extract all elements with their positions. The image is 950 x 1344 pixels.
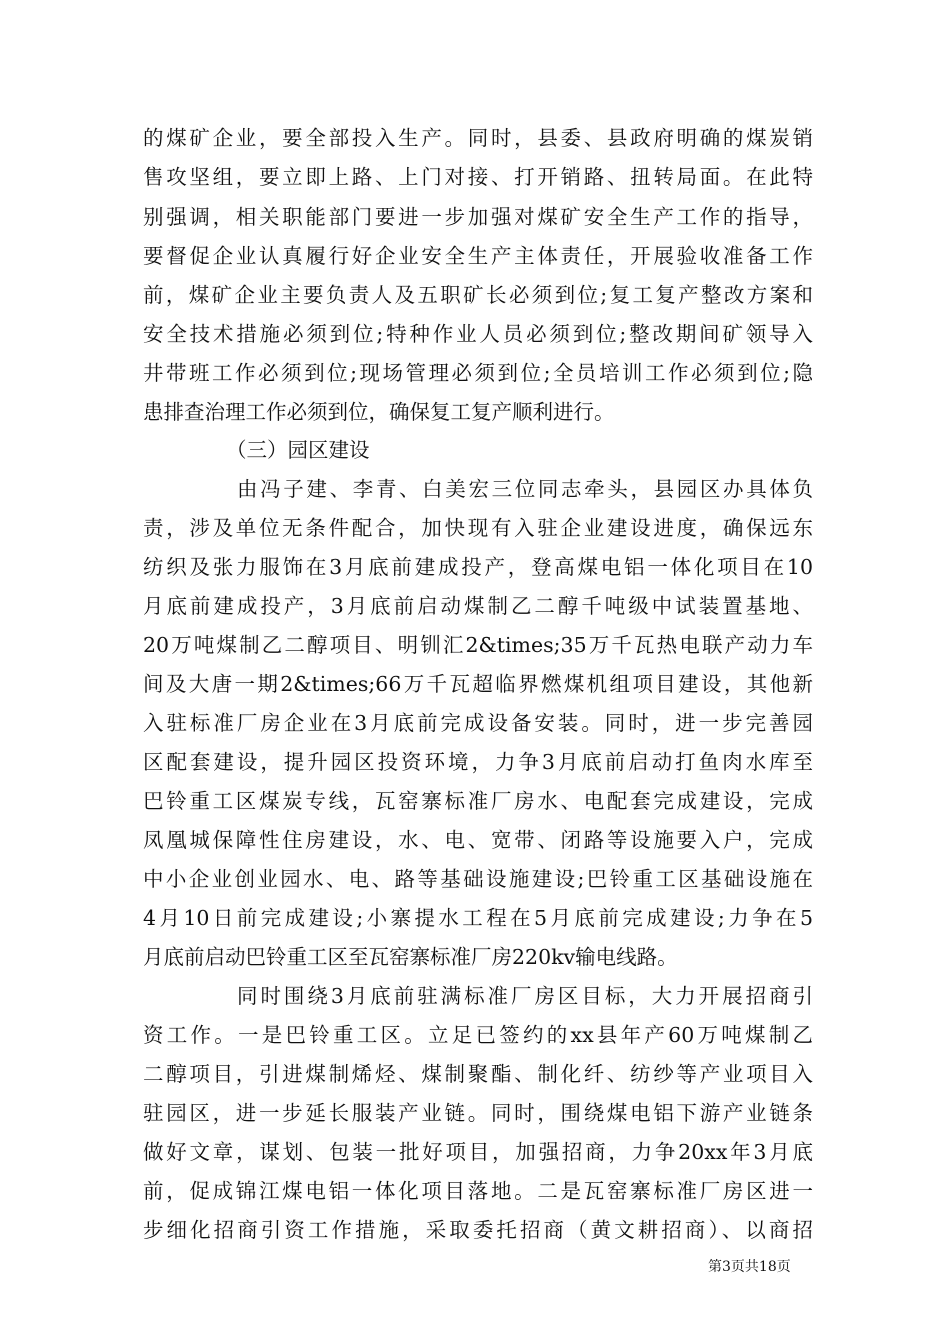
- body-line-20: 中小企业创业园水、电、路等基础设施建设;巴铃重工区基础设施在: [143, 867, 813, 891]
- page-footer: 第3页共18页: [708, 1259, 791, 1275]
- body-line-16: 入驻标准厂房企业在3月底前完成设备安装。同时，进一步完善园: [143, 711, 813, 735]
- body-line-27: 做好文章，谋划、包装一批好项目，加强招商，力争20xx年3月底: [143, 1140, 813, 1164]
- body-line-11: 责，涉及单位无条件配合，加快现有入驻企业建设进度，确保远东: [143, 516, 813, 540]
- body-line-25: 二醇项目，引进煤制烯烃、煤制聚酯、制化纤、纺纱等产业项目入: [143, 1062, 813, 1086]
- body-line-10: 由冯子建、李青、白美宏三位同志牵头，县园区办具体负: [237, 477, 813, 501]
- body-line-17: 区配套建设，提升园区投资环境，力争3月底前启动打鱼肉水库至: [143, 750, 813, 774]
- body-line-3: 别强调，相关职能部门要进一步加强对煤矿安全生产工作的指导，: [143, 205, 813, 229]
- body-line-21: 4月10日前完成建设;小寨提水工程在5月底前完成建设;力争在5: [143, 906, 813, 930]
- body-line-28: 前，促成锦江煤电铝一体化项目落地。二是瓦窑寨标准厂房区进一: [143, 1179, 813, 1203]
- body-line-22: 月底前启动巴铃重工区至瓦窑寨标准厂房220kv输电线路。: [143, 945, 678, 969]
- body-line-24: 资工作。一是巴铃重工区。立足已签约的xx县年产60万吨煤制乙: [143, 1023, 813, 1047]
- body-line-18: 巴铃重工区煤炭专线，瓦窑寨标准厂房水、电配套完成建设，完成: [143, 789, 813, 813]
- body-line-8: 患排查治理工作必须到位，确保复工复产顺利进行。: [143, 400, 615, 424]
- body-line-2: 售攻坚组，要立即上路、上门对接、打开销路、扭转局面。在此特: [143, 165, 813, 189]
- body-line-13: 月底前建成投产，3月底前启动煤制乙二醇千吨级中试装置基地、: [143, 594, 813, 618]
- body-line-7: 井带班工作必须到位;现场管理必须到位;全员培训工作必须到位;隐: [143, 361, 813, 385]
- section-heading: （三）园区建设: [226, 438, 370, 462]
- body-line-19: 凤凰城保障性住房建设，水、电、宽带、闭路等设施要入户，完成: [143, 828, 813, 852]
- body-line-5: 前，煤矿企业主要负责人及五职矿长必须到位;复工复产整改方案和: [143, 283, 813, 307]
- body-line-26: 驻园区，进一步延长服装产业链。同时，围绕煤电铝下游产业链条: [143, 1101, 813, 1125]
- body-line-6: 安全技术措施必须到位;特种作业人员必须到位;整改期间矿领导入: [143, 322, 813, 346]
- body-line-29: 步细化招商引资工作措施，采取委托招商（黄文耕招商）、以商招: [143, 1218, 813, 1242]
- body-line-1: 的煤矿企业，要全部投入生产。同时，县委、县政府明确的煤炭销: [143, 126, 813, 150]
- body-line-15: 间及大唐一期2&times;66万千瓦超临界燃煤机组项目建设，其他新: [143, 672, 813, 696]
- body-line-12: 纺织及张力服饰在3月底前建成投产，登高煤电铝一体化项目在10: [143, 555, 813, 579]
- body-line-4: 要督促企业认真履行好企业安全生产主体责任，开展验收准备工作: [143, 244, 813, 268]
- body-line-23: 同时围绕3月底前驻满标准厂房区目标，大力开展招商引: [237, 984, 813, 1008]
- body-line-14: 20万吨煤制乙二醇项目、明钏汇2&times;35万千瓦热电联产动力车: [143, 633, 813, 657]
